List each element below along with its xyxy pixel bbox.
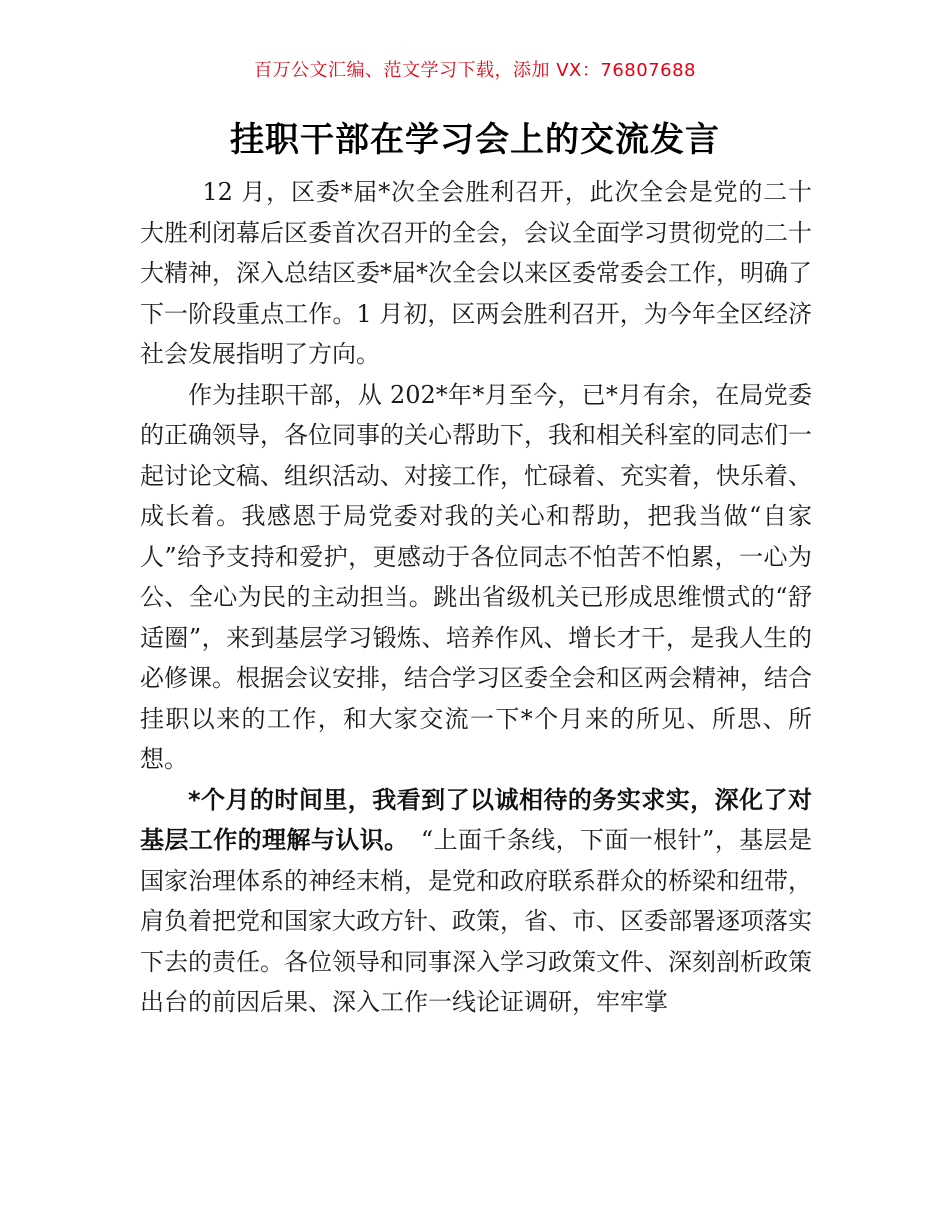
paragraph-3-text: “上面千条线，下面一根针”，基层是国家治理体系的神经末梢，是党和政府联系群众的桥梁和纽带，肩负着把党和国家大政方针、政策，省、市、区委部署逐项落实下去的责任。各位领导和同事深入学习政策文件、深刻剖析政策出台的前因后果、深入工作一线论证调研，牢牢掌 bbox=[140, 826, 812, 1016]
paragraph-2 bbox=[140, 375, 812, 780]
page-title: 挂职干部在学习会上的交流发言 bbox=[230, 120, 720, 160]
paragraph-3-bold-lead: *个月的时间里，我看到了以诚相待的务实求实，深化了对基层工作的理解与认识。 bbox=[140, 785, 812, 854]
watermark-text: 百万公文汇编、范文学习下载，添加 VX：76807688 bbox=[254, 60, 696, 81]
paragraph-2-text: 作为挂职干部，从 202*年*月至今，已*月有余，在局党委的正确领导，各位同事的关心帮助下，我和相关科室的同志们一起讨论文稿、组织活动、对接工作，忙碌着、充实着，快乐着、成长着。我感恩于局党委对我的关心和帮助，把我当做“自家人”给予支持和爱护，更感动于各位同志不怕苦不怕累，一心为公、全心为民的主动担当。跳出省级机关已形成思维惯式的“舒适圈”，来到基层学习锻炼、培养作风、增长才干，是我人生的必修课。根据会议安排，结合学习区委全会和区两会精神，结合挂职以来的工作，和大家交流一下*个月来的所见、所思、所想。 bbox=[140, 380, 812, 773]
paragraph-1-text: 12 月，区委*届*次全会胜利召开，此次全会是党的二十大胜利闭幕后区委首次召开的全会，会议全面学习贯彻党的二十大精神，深入总结区委*届*次全会以来区委常委会工作，明确了下一阶段重点工作。1 月初，区两会胜利召开，为今年全区经济社会发展指明了方向。 bbox=[140, 178, 812, 368]
paragraph-1 bbox=[140, 172, 812, 375]
document-body bbox=[140, 172, 812, 1023]
paragraph-3 bbox=[140, 780, 812, 1023]
